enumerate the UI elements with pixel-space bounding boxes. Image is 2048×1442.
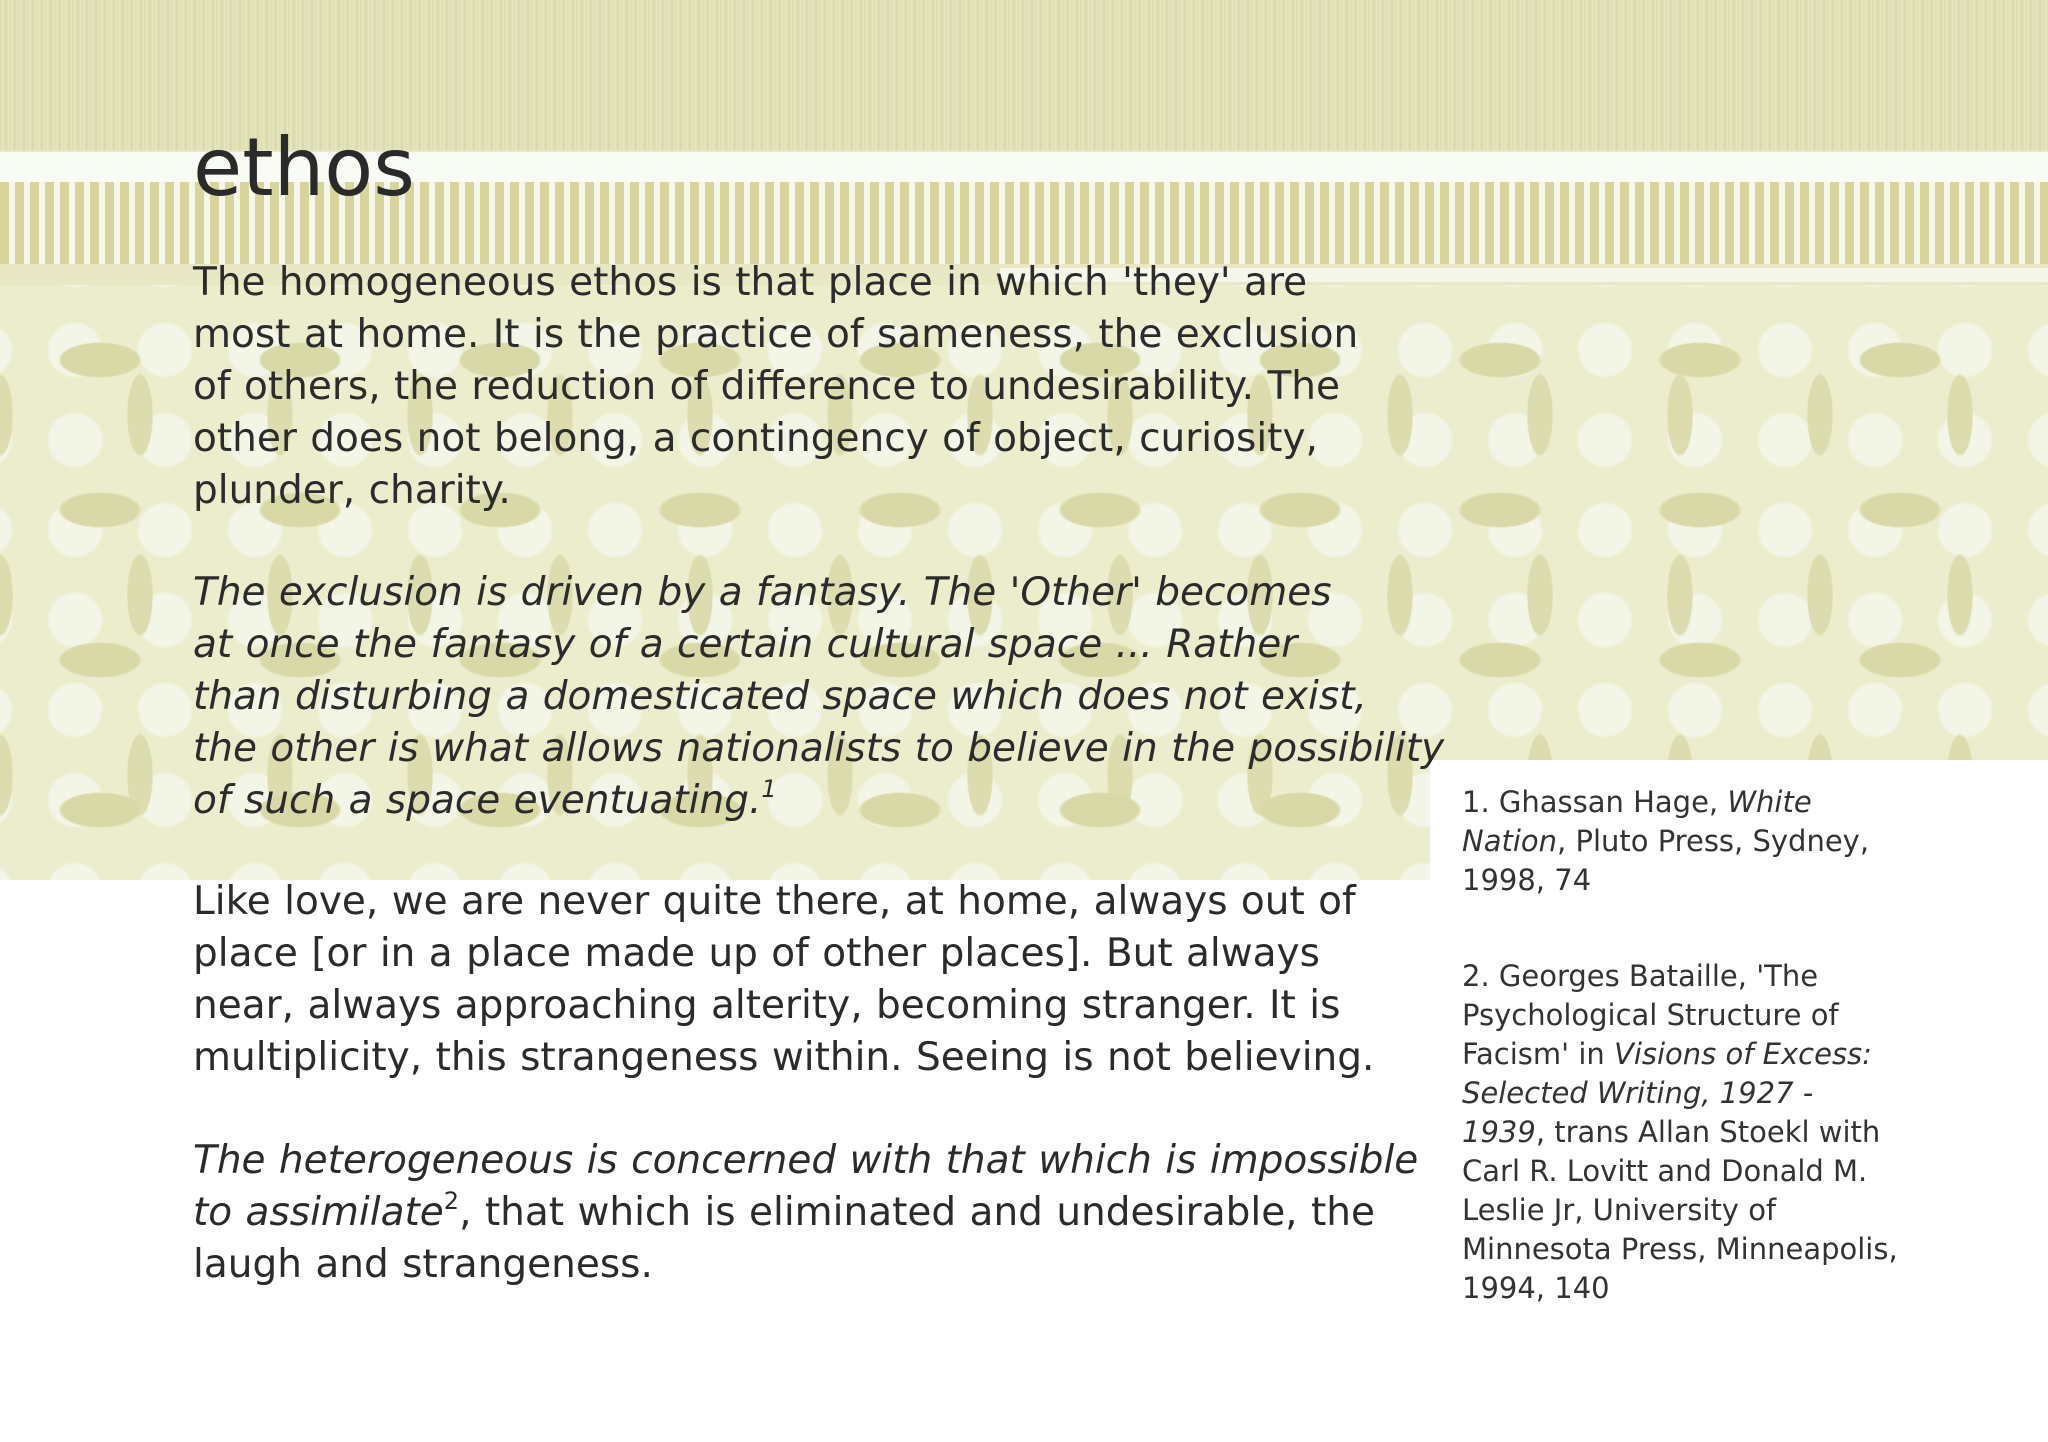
footnote-line: Minnesota Press, Minneapolis,: [1462, 1232, 1898, 1266]
text-fragment-italic: to assimilate: [193, 1190, 444, 1235]
text-fragment-italic: White: [1727, 785, 1812, 819]
text-fragment: of such a space eventuating.: [193, 778, 762, 823]
text-fragment: Facism' in: [1462, 1037, 1614, 1071]
text-fragment-italic: Visions of Excess:: [1614, 1037, 1872, 1071]
footnote-line: Psychological Structure of: [1462, 998, 1839, 1032]
paragraph-quote-hage: [193, 567, 1445, 827]
footnote-line: [1462, 1035, 1932, 1074]
footnote-line: Leslie Jr, University of: [1462, 1193, 1777, 1227]
text-line: [193, 1187, 1423, 1239]
page-title: ethos: [193, 121, 415, 214]
footnote-line: Selected Writing, 1927 -: [1462, 1076, 1814, 1110]
text-line: laugh and strangeness.: [193, 1242, 653, 1287]
text-line: The exclusion is driven by a fantasy. The 'Other' becomes: [193, 570, 1332, 615]
text-fragment-italic: Nation: [1462, 824, 1558, 858]
text-line: of others, the reduction of difference to undesirability. The: [193, 364, 1340, 409]
footnote-line: Carl R. Lovitt and Donald M.: [1462, 1154, 1868, 1188]
footnote-line: 1994, 140: [1462, 1271, 1610, 1305]
footnote-line: [1462, 1113, 1932, 1152]
footnote-line: 1998, 74: [1462, 863, 1592, 897]
text-line: the other is what allows nationalists to believe in the possibility: [193, 726, 1445, 771]
text-fragment: , that which is eliminated and undesirable, the: [459, 1190, 1375, 1235]
text-fragment: , Pluto Press, Sydney,: [1557, 824, 1870, 858]
footnote-2: [1462, 957, 1932, 1308]
footnote-line: [1462, 822, 1932, 861]
text-fragment: , trans Allan Stoekl with: [1535, 1115, 1881, 1149]
text-line: at once the fantasy of a certain cultural space ... Rather: [193, 622, 1298, 667]
text-line: other does not belong, a contingency of object, curiosity,: [193, 416, 1318, 461]
text-line: Like love, we are never quite there, at home, always out of: [193, 879, 1356, 924]
footnote-line: [1462, 783, 1932, 822]
text-line: [193, 775, 1423, 827]
footnote-1: [1462, 783, 1932, 900]
paragraph-homogeneous: [193, 257, 1423, 517]
text-line: multiplicity, this strangeness within. Seeing is not believing.: [193, 1035, 1375, 1080]
footnote-line: 2. Georges Bataille, 'The: [1462, 959, 1819, 993]
text-line: place [or in a place made up of other places]. But always: [193, 931, 1320, 976]
text-line: The homogeneous ethos is that place in which 'they' are: [193, 260, 1308, 305]
text-line: near, always approaching alterity, becoming stranger. It is: [193, 983, 1341, 1028]
paragraph-heterogeneous: [193, 1135, 1423, 1291]
text-line: The heterogeneous is concerned with that which is impossible: [193, 1138, 1419, 1183]
text-line: plunder, charity.: [193, 468, 511, 513]
footnote-reference-2: 2: [443, 1187, 460, 1215]
text-line: than disturbing a domesticated space which does not exist,: [193, 674, 1367, 719]
paragraph-love: [193, 876, 1423, 1084]
text-line: most at home. It is the practice of sameness, the exclusion: [193, 312, 1359, 357]
footnote-reference-1: 1: [761, 775, 777, 803]
text-fragment-italic: 1939: [1462, 1115, 1536, 1149]
text-fragment: 1. Ghassan Hage,: [1462, 785, 1728, 819]
